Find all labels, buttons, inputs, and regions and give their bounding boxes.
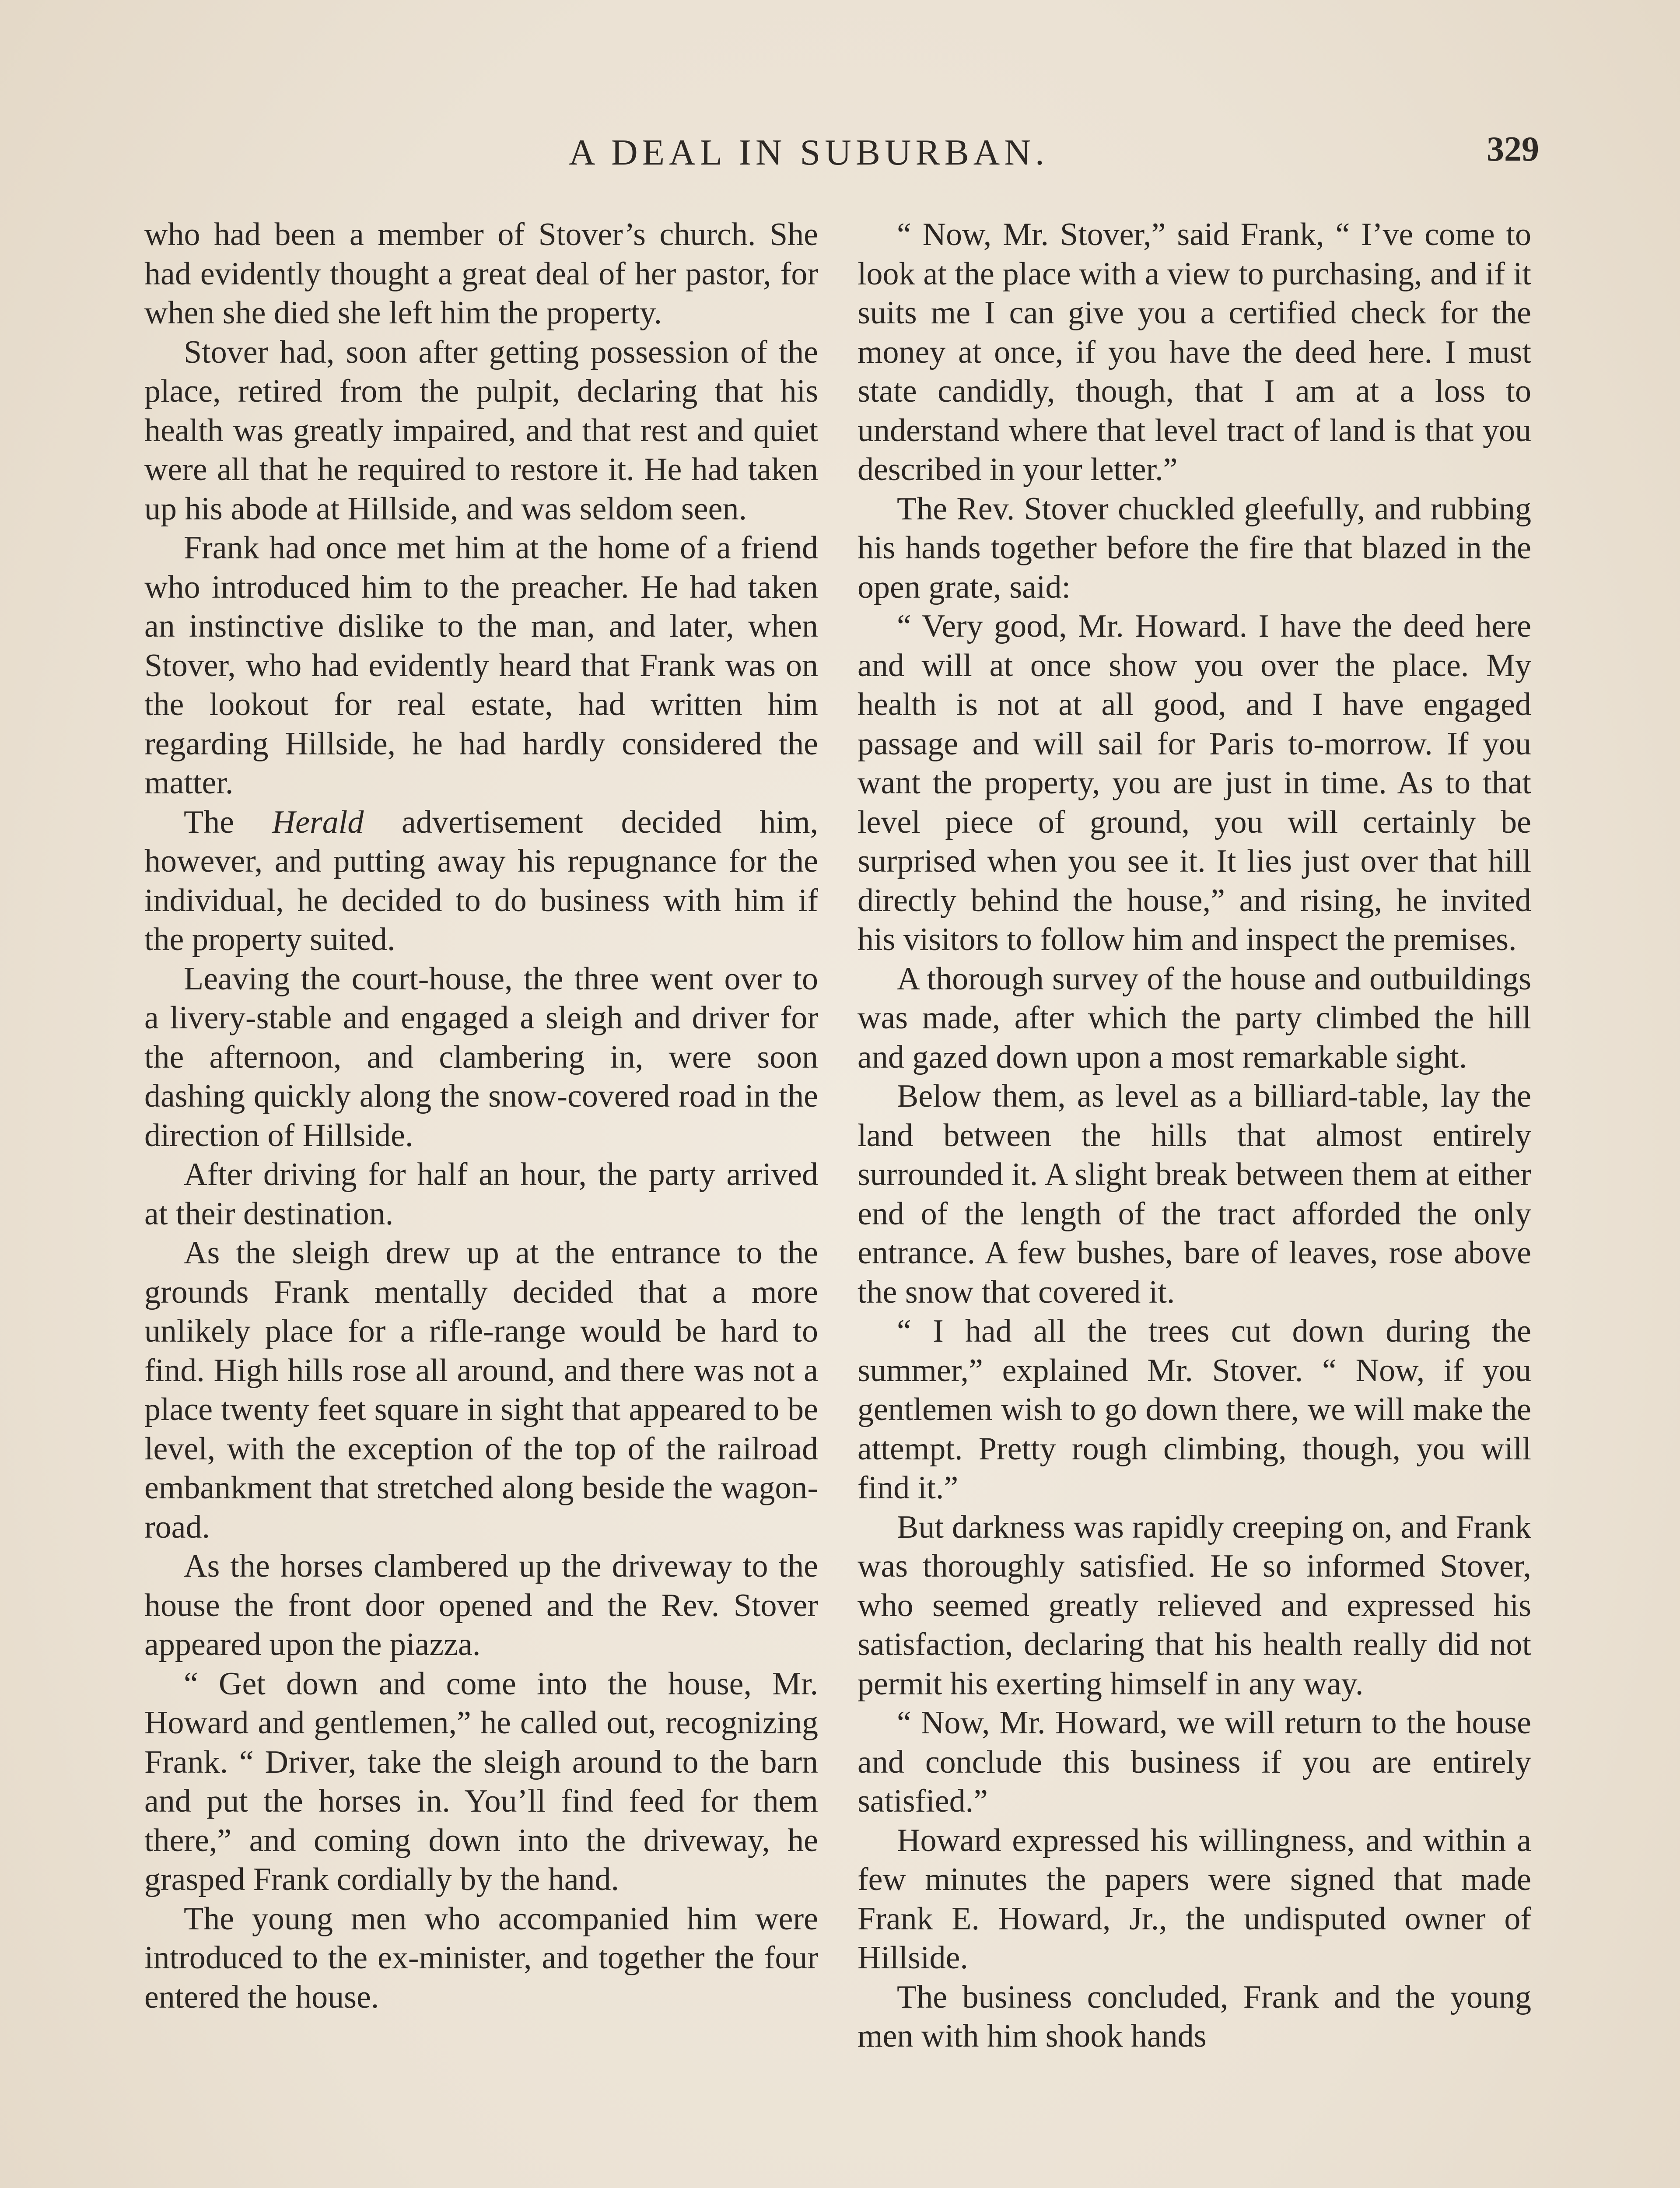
right-column xyxy=(858,215,1531,2056)
paragraph: Leaving the court-house, the three went over to a livery-stable and engaged a sleigh and driver for the afternoon, and clambering in, were soon dashing quickly along the snow-covered road in the direction of Hillside. xyxy=(144,961,818,1154)
paragraph: The young men who accompanied him were introduced to the ex-minister, and together the four entered the house. xyxy=(144,1900,818,2015)
paragraph: After driving for half an hour, the party arrived at their destination. xyxy=(144,1157,818,1232)
running-head: A DEAL IN SUBURBAN. xyxy=(569,132,1049,173)
paragraph: As the sleigh drew up at the entrance to the grounds Frank mentally decided that a more unlikely place for a rifle-range would be hard to find. High hills rose all around, and there was not a place twenty feet square in sight that appeared to be level, with the exception of the top of the railroad embankment that stretched along beside the wagon-road. xyxy=(144,1235,818,1545)
paragraph: who had been a member of Stover’s church. She had evidently thought a great deal of her pastor, for when she died she left him the property. xyxy=(144,217,818,331)
paragraph: But darkness was rapidly creeping on, and Frank was thoroughly satisfied. He so informed Stover, who seemed greatly relieved and expressed his satisfaction, declaring that his health really did not permit his exerting himself in any way. xyxy=(858,1509,1531,1702)
paragraph: Below them, as level as a billiard-table, lay the land between the hills that almost entirely surrounded it. A slight break between them at either end of the length of the tract afforded the only entrance. A few bushes, bare of leaves, rose above the snow that covered it. xyxy=(858,1078,1531,1310)
paragraph: “ I had all the trees cut down during the summer,” explained Mr. Stover. “ Now, if you gentlemen wish to go down there, we will make the attempt. Pretty rough climbing, though, you will find it.” xyxy=(858,1313,1531,1506)
paragraph: “ Get down and come into the house, Mr. Howard and gentlemen,” he called out, recognizing Frank. “ Driver, take the sleigh around to the barn and put the horses in. You’ll find feed for them there,” and coming down into the driveway, he grasped Frank cordially by the hand. xyxy=(144,1666,818,1897)
paragraph: As the horses clambered up the driveway to the house the front door opened and the Rev. Stover appeared upon the piazza. xyxy=(144,1548,818,1662)
page-number: 329 xyxy=(1487,130,1539,168)
paragraph: “ Now, Mr. Howard, we will return to the house and conclude this business if you are entirely satisfied.” xyxy=(858,1705,1531,1819)
text-run: advertisement decided him, however, and putting away his repugnance for the individual, he decided to do business with him if the property suited. xyxy=(144,804,819,957)
paragraph: The business concluded, Frank and the young men with him shook hands xyxy=(858,1979,1531,2054)
paragraph: “ Very good, Mr. Howard. I have the deed here and will at once show you over the place. My health is not at all good, and I have engaged passage and will sail for Paris to-morrow. If you want the property, you are just in time. As to that level piece of ground, you will certainly be surprised when you see it. It lies just over that hill directly behind the house,” and rising, he invited his visitors to follow him and inspect the premises. xyxy=(858,608,1531,957)
paragraph: The Rev. Stover chuckled gleefully, and rubbing his hands together before the fire that blazed in the open grate, said: xyxy=(858,491,1531,605)
text-run: The xyxy=(184,804,272,840)
paragraph: Stover had, soon after getting possession of the place, retired from the pulpit, declaring that his health was greatly impaired, and that rest and quiet were all that he required to restore it. He had taken up his abode at Hillside, and was seldom seen. xyxy=(144,334,818,527)
paragraph xyxy=(144,803,818,960)
paragraph: Frank had once met him at the home of a friend who introduced him to the preacher. He had taken an instinctive dislike to the man, and later, when Stover, who had evidently heard that Frank was on the lookout for real estate, had written him regarding Hillside, he had hardly considered the matter. xyxy=(144,530,818,801)
left-column xyxy=(144,215,818,2017)
paragraph: A thorough survey of the house and outbuildings was made, after which the party climbed the hill and gazed down upon a most remarkable sight. xyxy=(858,961,1531,1075)
paragraph: “ Now, Mr. Stover,” said Frank, “ I’ve come to look at the place with a view to purchasing, and if it suits me I can give you a certified check for the money at once, if you have the deed here. I must state candidly, though, that I am at a loss to understand where that level tract of land is that you described in your letter.” xyxy=(858,217,1531,487)
paragraph: Howard expressed his willingness, and within a few minutes the papers were signed that made Frank E. Howard, Jr., the undisputed owner of Hillside. xyxy=(858,1822,1531,1976)
newspaper-title: Herald xyxy=(272,804,364,840)
